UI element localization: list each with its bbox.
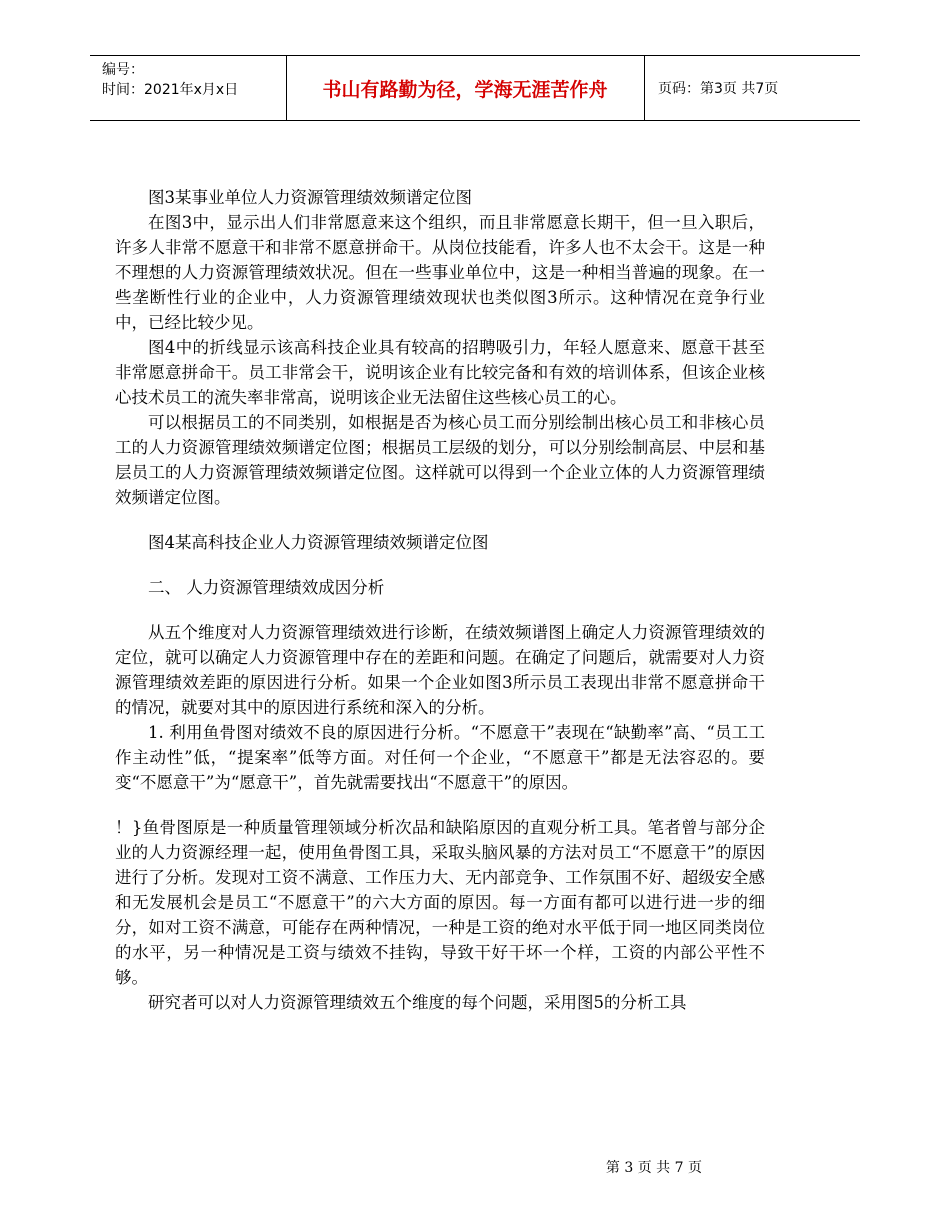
document-time-label: 时间：2021年x月x日 [102, 82, 239, 98]
figure-3-caption: 图3某事业单位人力资源管理绩效频谱定位图 [148, 188, 472, 207]
header-page-label: 页码：第3页 共7页 [658, 81, 779, 97]
page-header [90, 55, 860, 121]
paragraph: 可以根据员工的不同类别，如根据是否为核心员工而分别绘制出核心员工和非核心员工的人力资源管理绩效频谱定位图；根据员工层级的划分，可以分别绘制高层、中层和基层员工的人力资源管理绩效频谱定位图。这样就可以得到一个企业立体的人力资源管理绩效频谱定位图。 [115, 413, 765, 507]
page-footer: 第 3 页 共 7 页 [605, 1160, 702, 1176]
header-motto: 书山有路勤为径，学海无涯苦作舟 [322, 78, 608, 101]
document-body [115, 185, 765, 1015]
spacer [115, 600, 765, 620]
document-number-label: 编号： [102, 62, 144, 78]
spacer [115, 555, 765, 575]
paragraph: 在图3中，显示出人们非常愿意来这个组织，而且非常愿意长期干，但一旦入职后，许多人非常不愿意干和非常不愿意拼命干。从岗位技能看，许多人也不太会干。这是一种不理想的人力资源管理绩效状况。但在一些事业单位中，这是一种相当普遍的现象。在一些垄断性行业的企业中，人力资源管理绩效现状也类似图3所示。这种情况在竞争行业中，已经比较少见。 [115, 213, 765, 332]
header-divider [644, 56, 645, 120]
figure-4-caption: 图4某高科技企业人力资源管理绩效频谱定位图 [148, 533, 489, 552]
spacer [115, 795, 765, 815]
paragraph: ！}鱼骨图原是一种质量管理领域分析次品和缺陷原因的直观分析工具。笔者曾与部分企业的人力资源经理一起，使用鱼骨图工具，采取头脑风暴的方法对员工“不愿意干”的原因进行了分析。发现对工资不满意、工作压力大、无内部竞争、工作氛围不好、超级安全感和无发展机会是员工“不愿意干”的六大方面的原因。每一方面有都可以进行进一步的细分，如对工资不满意，可能存在两种情况，一种是工资的绝对水平低于同一地区同类岗位的水平，另一种情况是工资与绩效不挂钩，导致干好干坏一个样，工资的内部公平性不够。 [115, 818, 765, 987]
paragraph: 1. 利用鱼骨图对绩效不良的原因进行分析。“不愿意干”表现在“缺勤率”高、“员工工作主动性”低，“提案率”低等方面。对任何一个企业，“不愿意干”都是无法容忍的。要变“不愿意干”为“愿意干”，首先就需要找出“不愿意干”的原因。 [115, 723, 765, 792]
spacer [115, 510, 765, 530]
paragraph: 图4中的折线显示该高科技企业具有较高的招聘吸引力，年轻人愿意来、愿意干甚至非常愿意拼命干。员工非常会干，说明该企业有比较完备和有效的培训体系，但该企业核心技术员工的流失率非常高，说明该企业无法留住这些核心员工的心。 [115, 338, 765, 407]
section-heading: 二、 人力资源管理绩效成因分析 [148, 578, 385, 597]
paragraph: 从五个维度对人力资源管理绩效进行诊断，在绩效频谱图上确定人力资源管理绩效的定位，就可以确定人力资源管理中存在的差距和问题。在确定了问题后，就需要对人力资源管理绩效差距的原因进行分析。如果一个企业如图3所示员工表现出非常不愿意拼命干的情况，就要对其中的原因进行系统和深入的分析。 [115, 623, 765, 717]
paragraph: 研究者可以对人力资源管理绩效五个维度的每个问题，采用图5的分析工具 [148, 993, 687, 1012]
header-meta [102, 60, 238, 100]
